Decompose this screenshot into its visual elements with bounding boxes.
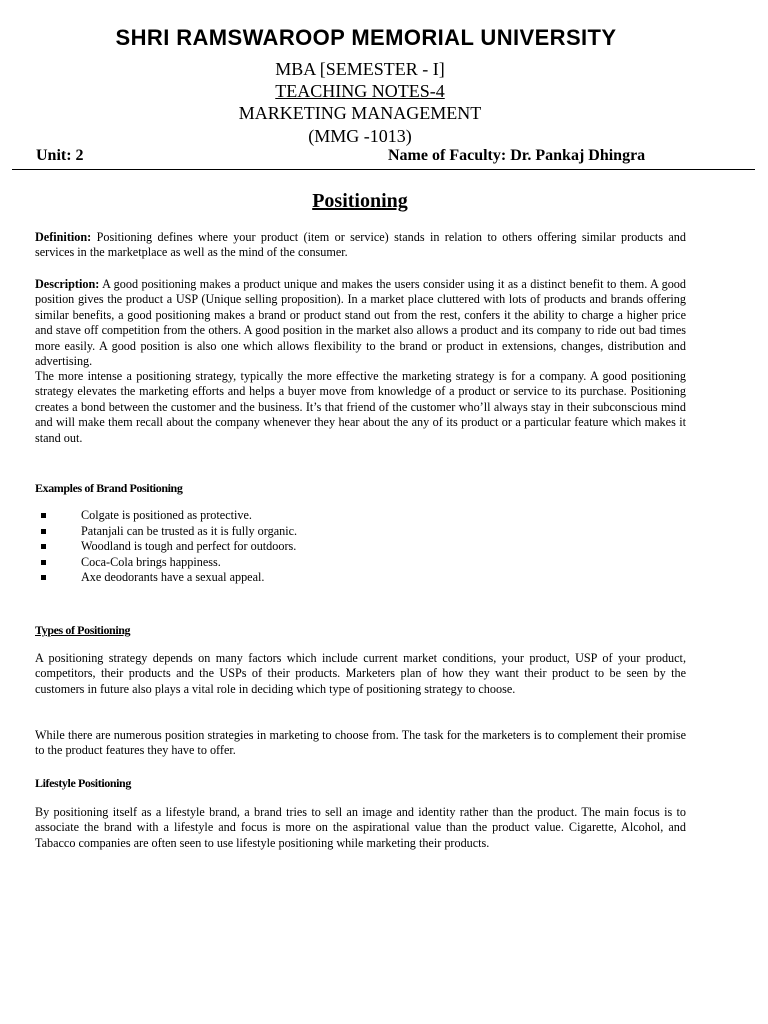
examples-heading: Examples of Brand Positioning [35,481,183,495]
description-paragraph [35,277,686,369]
lifestyle-heading: Lifestyle Positioning [35,776,131,790]
types-paragraph-2: While there are numerous position strategies in marketing to choose from. The task for the marketers is to complement their promise to the product features they have to offer. [35,728,686,758]
definition-paragraph [35,230,686,261]
definition-label: Definition: [35,230,92,244]
description-label: Description: [35,277,100,291]
description-paragraph-2: The more intense a positioning strategy, typically the more effective the marketing strategy is for a company. A good positioning strategy elevates the marketing efforts and helps a buyer move from knowledge of a product or service to its purchase. Positioning creates a bond between the customer and the business. It’s that friend of the customer who’ll always stay in their subconscious mind and will make them recall about the company whenever they hear about the any of its product or a particular feature which makes it stand out. [35,369,686,445]
bullet-square-icon [41,560,46,565]
list-item: Colgate is positioned as protective. [35,508,675,524]
page-title: Positioning [312,190,408,212]
definition-text: Positioning defines where your product (item or service) stands in relation to others offering similar products and services in the marketplace as well as the mind of the consumer. [35,230,686,260]
university-name: SHRI RAMSWAROOP MEMORIAL UNIVERSITY [115,25,617,50]
list-item: Woodland is tough and perfect for outdoors. [35,539,675,555]
list-item: Patanjali can be trusted as it is fully organic. [35,524,675,540]
faculty-name: Name of Faculty: Dr. Pankaj Dhingra [388,147,646,164]
lifestyle-paragraph: By positioning itself as a lifestyle brand, a brand tries to sell an image and identity rather than the product. The main focus is to associate the brand with a lifestyle and focus is more on the aspirational value than the product value. Cigarette, Alcohol, and Tabacco companies are often seen to use lifestyle positioning while marketing their products. [35,805,686,850]
program-line: MBA [SEMESTER - I] [275,59,445,79]
course-code-line: (MMG -1013) [308,126,412,146]
bullet-square-icon [41,513,46,518]
list-item: Coca-Cola brings happiness. [35,555,675,571]
bullet-square-icon [41,529,46,534]
unit-faculty-row [36,146,686,166]
list-item: Axe deodorants have a sexual appeal. [35,570,675,586]
types-paragraph-1: A positioning strategy depends on many factors which include current market conditions, your product, USP of your product, competitors, their products and the USPs of their products. Marketers plan of how they want their product to be seen by the customers in future also plays a vital role in deciding which type of positioning strategy to choose. [35,651,686,696]
unit-label: Unit: 2 [36,147,84,164]
teaching-notes-line: TEACHING NOTES-4 [275,81,445,101]
bullet-square-icon [41,544,46,549]
bullet-square-icon [41,575,46,580]
description-text: A good positioning makes a product unique and makes the users consider using it as a distinct benefit to them. A good position gives the product a USP (Unique selling proposition). In a market place cluttered with lots of products and brands offering similar benefits, a good positioning makes a brand or product stand out from the rest, confers it the ability to charge a higher price and stave off competition from the others. A good position in the market also allows a product and its company to ride out bad times more easily. A good position is also one which allows flexibility to the brand or product in extensions, changes, distribution and advertising. [35,277,686,369]
types-heading: Types of Positioning [35,623,131,637]
header-divider [12,169,755,170]
examples-list [35,508,675,586]
subject-line: MARKETING MANAGEMENT [238,103,482,123]
